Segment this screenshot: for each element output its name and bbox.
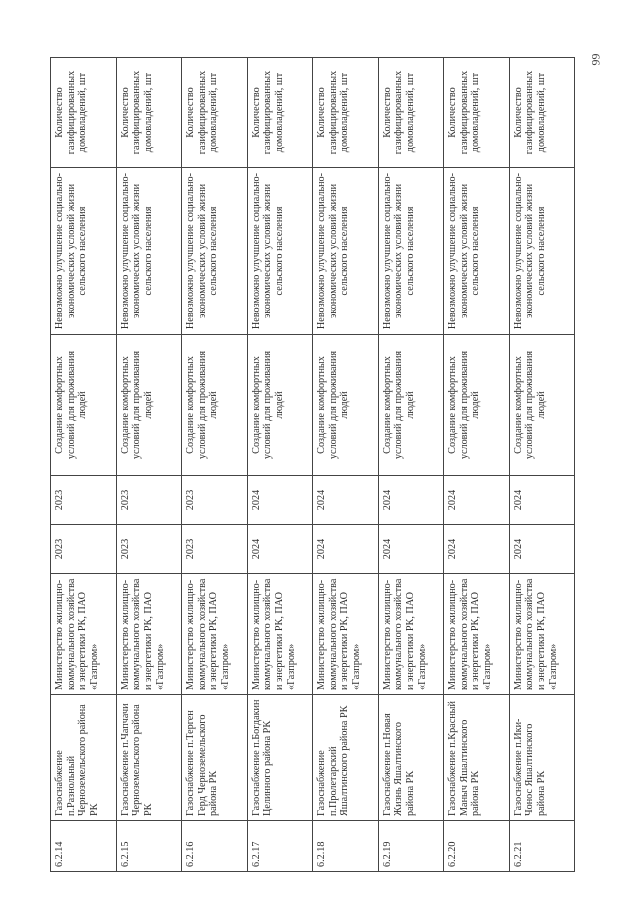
risk-consequence: Невозможно улучшение социально-экономических условий жизни сельского населения xyxy=(509,168,575,335)
expected-result: Создание комфортных условий для проживания людей xyxy=(182,335,248,476)
year-start: 2023 xyxy=(51,525,117,574)
indicator: Количество газифицированных домовладений, шт xyxy=(182,58,248,168)
row-number: 6.2.16 xyxy=(182,821,248,872)
year-start: 2024 xyxy=(313,525,379,574)
indicator: Количество газифицированных домовладений, шт xyxy=(313,58,379,168)
row-number: 6.2.17 xyxy=(247,821,313,872)
year-end: 2024 xyxy=(313,476,379,525)
measure-name: Газоснабжение п.Пролетарский Яшалтинского района РК xyxy=(313,695,379,821)
year-end: 2024 xyxy=(378,476,444,525)
row-number: 6.2.18 xyxy=(313,821,379,872)
measure-name: Газоснабжение п.Ики-Чонос Яшалтинского района РК xyxy=(509,695,575,821)
risk-consequence: Невозможно улучшение социально-экономических условий жизни сельского населения xyxy=(313,168,379,335)
expected-result: Создание комфортных условий для проживания людей xyxy=(444,335,510,476)
indicator: Количество газифицированных домовладений, шт xyxy=(444,58,510,168)
table-row xyxy=(116,58,182,872)
row-number: 6.2.20 xyxy=(444,821,510,872)
indicator: Количество газифицированных домовладений, шт xyxy=(378,58,444,168)
table-row xyxy=(509,58,575,872)
executor: Министерство жилищно-коммунального хозяйства и энергетики РК, ПАО «Газпром» xyxy=(378,574,444,695)
year-end: 2023 xyxy=(51,476,117,525)
year-start: 2023 xyxy=(182,525,248,574)
year-start: 2024 xyxy=(378,525,444,574)
executor: Министерство жилищно-коммунального хозяйства и энергетики РК, ПАО «Газпром» xyxy=(444,574,510,695)
measure-name: Газоснабжение п.Красный Маныч Яшалтинского района РК xyxy=(444,695,510,821)
risk-consequence: Невозможно улучшение социально-экономических условий жизни сельского населения xyxy=(116,168,182,335)
year-start: 2023 xyxy=(116,525,182,574)
year-end: 2023 xyxy=(116,476,182,525)
row-number: 6.2.19 xyxy=(378,821,444,872)
expected-result: Создание комфортных условий для проживания людей xyxy=(51,335,117,476)
expected-result: Создание комфортных условий для проживания людей xyxy=(247,335,313,476)
executor: Министерство жилищно-коммунального хозяйства и энергетики РК, ПАО «Газпром» xyxy=(313,574,379,695)
row-number: 6.2.15 xyxy=(116,821,182,872)
measures-table-body xyxy=(51,58,575,872)
table-row xyxy=(378,58,444,872)
page-number: 99 xyxy=(588,53,603,66)
year-end: 2023 xyxy=(182,476,248,525)
indicator: Количество газифицированных домовладений, шт xyxy=(116,58,182,168)
measures-table xyxy=(50,57,575,872)
row-number: 6.2.21 xyxy=(509,821,575,872)
rotated-page xyxy=(50,57,575,872)
table-row xyxy=(313,58,379,872)
measure-name: Газоснабжение п.Чапчачи Черноземельского района РК xyxy=(116,695,182,821)
table-row xyxy=(444,58,510,872)
risk-consequence: Невозможно улучшение социально-экономических условий жизни сельского населения xyxy=(444,168,510,335)
executor: Министерство жилищно-коммунального хозяйства и энергетики РК, ПАО «Газпром» xyxy=(51,574,117,695)
executor: Министерство жилищно-коммунального хозяйства и энергетики РК, ПАО «Газпром» xyxy=(509,574,575,695)
year-start: 2024 xyxy=(444,525,510,574)
executor: Министерство жилищно-коммунального хозяйства и энергетики РК, ПАО «Газпром» xyxy=(247,574,313,695)
risk-consequence: Невозможно улучшение социально-экономических условий жизни сельского населения xyxy=(247,168,313,335)
year-end: 2024 xyxy=(444,476,510,525)
executor: Министерство жилищно-коммунального хозяйства и энергетики РК, ПАО «Газпром» xyxy=(116,574,182,695)
measure-name: Газоснабжение п.Разнольный Черноземельского района РК xyxy=(51,695,117,821)
table-row xyxy=(247,58,313,872)
measure-name: Газоснабжение п.Терген Герд Черноземельского района РК xyxy=(182,695,248,821)
measure-name: Газоснабжение п.Новая Жизнь Яшалтинского района РК xyxy=(378,695,444,821)
table-row xyxy=(51,58,117,872)
year-end: 2024 xyxy=(247,476,313,525)
measure-name: Газоснабжение п.Богдакин Целинного района РК xyxy=(247,695,313,821)
risk-consequence: Невозможно улучшение социально-экономических условий жизни сельского населения xyxy=(51,168,117,335)
risk-consequence: Невозможно улучшение социально-экономических условий жизни сельского населения xyxy=(378,168,444,335)
indicator: Количество газифицированных домовладений, шт xyxy=(509,58,575,168)
year-start: 2024 xyxy=(247,525,313,574)
year-start: 2024 xyxy=(509,525,575,574)
expected-result: Создание комфортных условий для проживания людей xyxy=(313,335,379,476)
row-number: 6.2.14 xyxy=(51,821,117,872)
expected-result: Создание комфортных условий для проживания людей xyxy=(116,335,182,476)
executor: Министерство жилищно-коммунального хозяйства и энергетики РК, ПАО «Газпром» xyxy=(182,574,248,695)
expected-result: Создание комфортных условий для проживания людей xyxy=(378,335,444,476)
table-row xyxy=(182,58,248,872)
indicator: Количество газифицированных домовладений, шт xyxy=(247,58,313,168)
indicator: Количество газифицированных домовладений, шт xyxy=(51,58,117,168)
risk-consequence: Невозможно улучшение социально-экономических условий жизни сельского населения xyxy=(182,168,248,335)
expected-result: Создание комфортных условий для проживания людей xyxy=(509,335,575,476)
year-end: 2024 xyxy=(509,476,575,525)
